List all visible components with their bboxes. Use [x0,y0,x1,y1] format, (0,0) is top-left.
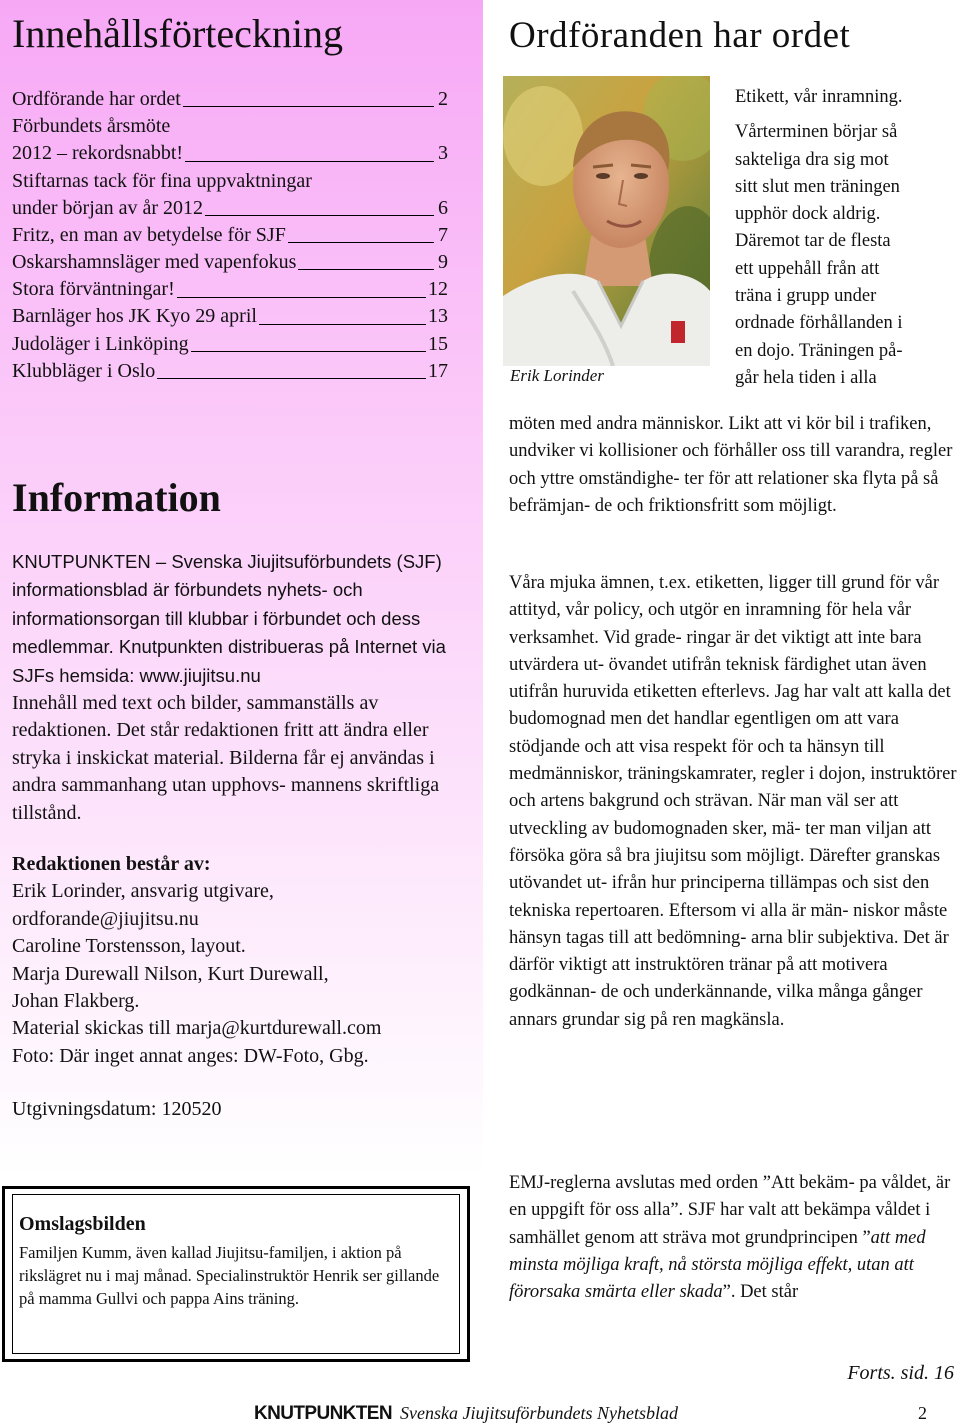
page-number: 2 [918,1403,927,1423]
toc-leader-line [157,378,426,379]
toc-leader-line [191,351,426,352]
editorial-line: Marja Durewall Nilson, Kurt Durewall, [12,962,329,985]
toc-item-title: Stora förväntningar! [12,278,175,301]
toc-item-page: 7 [438,223,448,246]
article-wrap-line: Etikett, vår inramning. [735,87,903,107]
toc-item-title: Stiftarnas tack för fina uppvaktningar [12,169,312,192]
article-wrap-line: sitt slut men träningen [735,176,900,197]
toc-item-title: Fritz, en man av betydelse för SJF [12,223,286,246]
toc-item [12,222,448,249]
toc-item-page: 9 [438,251,448,274]
toc-item-title: Förbundets årsmöte [12,115,171,138]
toc-item-page: 6 [438,196,448,219]
article-wrap-text [735,84,957,392]
article-wrap-line: Däremot tar de flesta [735,231,891,252]
cover-title: Omslagsbilden [19,1213,146,1235]
toc-item [12,331,448,358]
toc-item [12,249,448,276]
article-wrap-line: en dojo. Träningen på- [735,340,903,361]
photo-caption: Erik Lorinder [510,366,604,385]
cover-box [2,1186,470,1362]
article-title: Ordföranden har ordet [509,15,851,56]
article-wrap-line: träna i grupp under [735,286,877,307]
article-paragraph-3 [509,1170,957,1306]
toc-leader-line [205,215,434,216]
p3-part-b: ”. Det står [722,1282,799,1303]
article-wrap-line: går hela tiden i alla [735,367,877,388]
footer-brand: KNUTPUNKTEN [254,1403,393,1424]
article-wrap-line: upphör dock aldrig. [735,204,881,225]
toc-item-title: Oskarshamnsläger med vapenfokus [12,251,297,274]
article-wrap-line: ordnade förhållanden i [735,313,903,334]
release-date: Utgivningsdatum: 120520 [12,1098,222,1120]
toc-item-title: Judoläger i Linköping [12,332,189,355]
toc-leader-line [177,297,426,298]
toc-item-title: Klubbläger i Oslo [12,359,156,382]
toc-leader-line [298,269,434,270]
toc-item-page: 13 [428,305,448,328]
editorial-line: Johan Flakberg. [12,990,140,1013]
toc-item [12,113,448,140]
toc-item-page: 2 [438,87,448,110]
footer-subtitle: Svenska Jiujitsuförbundets Nyhetsblad [400,1403,678,1423]
editorial-line: Erik Lorinder, ansvarig utgivare, [12,880,274,903]
p3-part-a: EMJ-reglerna avslutas med orden ”Att bekäm- pa våldet, är en uppgift för oss alla”. SJF har valt att bekämpa våldet i samhället genom att sträva mot grundprincipen ” [509,1173,951,1248]
editorial-line: Material skickas till marja@kurtdurewall.com [12,1017,382,1040]
page-footer [0,1402,960,1426]
toc-item-title: Ordförande har ordet [12,87,181,110]
p3-emphasis: att med minsta möjliga kraft, nå största möjliga effekt, utan att förorsaka smärta eller skada [509,1227,926,1303]
toc-item [12,276,448,303]
continued-note: Forts. sid. 16 [847,1362,954,1384]
toc-item-page: 3 [438,142,448,165]
info-text [12,548,467,827]
toc-item-page: 17 [428,359,448,382]
toc-leader-line [288,242,434,243]
editorial-line: Foto: Där inget annat anges: DW-Foto, Gbg. [12,1044,369,1067]
toc-item-page: 15 [428,332,448,355]
table-of-contents [12,86,448,385]
editorial-line: ordforande@jiujitsu.nu [12,907,199,930]
paragraph-gap [735,111,957,119]
portrait-photo [503,76,710,366]
toc-leader-line [259,324,426,325]
article-paragraph-1: möten med andra människor. Likt att vi kör bil i trafiken, undviker vi kollisioner och förhåller oss till varandra, regler och yttre omständighe- ter för att relationer ska flyta på så befrämjan- de och friktionsfritt som möjligt. [509,414,953,516]
toc-title: Innehållsförteckning [12,11,343,56]
toc-item [12,86,448,113]
cover-text: Familjen Kumm, även kallad Jiujitsu-familjen, i aktion på rikslägret nu i maj månad. Specialinstruktör Henrik ser gillande på mamma Gullvi och pappa Ains träning. [19,1243,440,1309]
portrait-illustration [503,76,710,366]
toc-item [12,168,448,195]
toc-item-title: under början av år 2012 [12,196,204,219]
article-paragraph-2: Våra mjuka ämnen, t.ex. etiketten, ligger till grund för vår attityd, vår policy, och utgör en inramning för hela vår verksamhet. Vid grade- ringar är det viktigt att inte bara utvärdera ut- övandet utifrån teknisk färdighet utan även utifrån huruvida etiketten efterlevs. Jag har valt att kalla det budomognad men det handlar egentligen om att vara stödjande och att visa respekt för och ta hänsyn till medmänniskor, träningskamrater, regler i dojon, instruktörer och artens bakgrund och strävan. När man väl ser att utveckling av budomognaden sker, mä- ter man viljan att försöka göra så bra jiujitsu som möjligt. Därefter granskas utövandet ut- ifrån hur principerna tillämpas och sist den tekniska repertoaren. Eftersom vi alla är män- niskor måste hänsyn tagas till att bedömning- arna blir subjektiva. Det är därför viktigt att instruktören tränar på att motivera godkännan- de och underkännande, vilka många gånger annars grundar sig på ren magkänsla. [509,573,957,1030]
toc-item-title: 2012 – rekordsnabbt! [12,142,184,165]
toc-item-title: Barnläger hos JK Kyo 29 april [12,305,257,328]
article-wrap-line: ett uppehåll från att [735,258,880,279]
editorial-staff [12,851,472,1070]
info-title: Information [12,475,221,520]
toc-item [12,304,448,331]
info-text-serif: Innehåll med text och bilder, sammanställs av redaktionen. Det står redaktionen fritt att ändra eller stryka i inskickat material. Bilderna får ej användas i andra sammanhang utan upphovs- mannens skriftliga tillstånd. [12,692,440,824]
article-wrap-line: sakteliga dra sig mot [735,149,889,170]
toc-item-page: 12 [428,278,448,301]
editorial-heading: Redaktionen består av: [12,853,211,875]
toc-leader-line [183,106,434,107]
toc-leader-line [185,161,434,162]
info-text-sans: KNUTPUNKTEN – Svenska Jiujitsuförbundets (SJF) informationsblad är förbundets nyhets- och informationsorgan till klubbar i förbundet och dess medlemmar. Knutpunkten distribueras på Internet via SJFs hemsida: www.jiujitsu.nu [12,551,446,686]
toc-item [12,140,448,167]
toc-item [12,358,448,385]
editorial-line: Caroline Torstensson, layout. [12,935,246,958]
article-wrap-line: Vårterminen börjar så [735,122,898,143]
toc-item [12,195,448,222]
